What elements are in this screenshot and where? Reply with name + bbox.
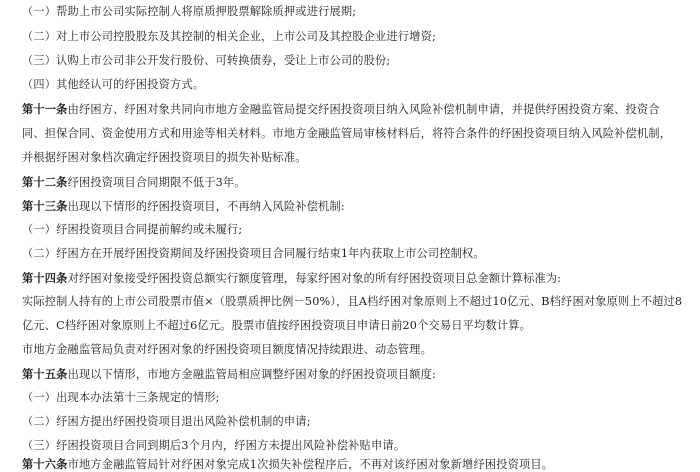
line-text: （二）纾困方在开展纾困投资期间及纾困投资项目合同履行结束1年内获取上市公司控制权。 bbox=[22, 247, 485, 260]
paragraph-line bbox=[22, 5, 356, 19]
article-label: 第十五条 bbox=[22, 367, 68, 381]
line-text: 纾困投资项目合同期限不低于3年。 bbox=[67, 176, 246, 189]
paragraph-line bbox=[22, 223, 242, 237]
line-text: 同、担保合同、资金使用方式和用途等相关材料。市地方金融监管局审核材料后，将符合条件的纾困投资项目纳入风险补偿机制， bbox=[22, 127, 672, 140]
line-text: 出现以下情形，市地方金融监管局相应调整纾困对象的纾困投资项目额度: bbox=[67, 368, 436, 381]
paragraph-line bbox=[22, 415, 311, 429]
article-heading-line bbox=[22, 175, 246, 190]
line-text: 由纾困方、纾困对象共同向市地方金融监管局提交纾困投资项目纳入风险补偿机制申请，并提供纾困投资方案、投资合 bbox=[67, 103, 660, 116]
line-text: 市地方金融监管局负责对纾困对象的纾困投资项目额度情况持续跟进、动态管理。 bbox=[22, 343, 432, 356]
paragraph-line bbox=[22, 295, 682, 309]
line-text: 出现以下情形的纾困投资项目，不再纳入风险补偿机制: bbox=[67, 200, 345, 213]
article-heading-line bbox=[22, 199, 345, 214]
line-text: （二）对上市公司控股股东及其控制的相关企业，上市公司及其控股企业进行增资; bbox=[22, 30, 436, 43]
article-label: 第十二条 bbox=[22, 175, 68, 189]
line-text: （一）出现本办法第十三条规定的情形; bbox=[22, 391, 220, 404]
paragraph-line bbox=[22, 30, 436, 44]
paragraph-line bbox=[22, 151, 307, 165]
article-heading-line bbox=[22, 367, 436, 382]
line-text: 亿元、C档纾困对象原则上不超过6亿元。股票市值按纾困投资项目申请日前20个交易日平均数计算。 bbox=[22, 319, 531, 332]
line-text: 并根据纾困对象档次确定纾困投资项目的损失补贴标准。 bbox=[22, 151, 307, 164]
paragraph-line bbox=[22, 319, 531, 333]
line-text: （三）认购上市公司非公开发行股份、可转换债券，受让上市公司的股份; bbox=[22, 54, 391, 67]
article-label: 第十三条 bbox=[22, 199, 68, 213]
article-label: 第十六条 bbox=[22, 457, 68, 471]
line-text: 市地方金融监管局针对纾困对象完成1次损失补偿程序后，不再对该纾困对象新增纾困投资项目。 bbox=[67, 458, 554, 471]
paragraph-line bbox=[22, 247, 485, 261]
paragraph-line bbox=[22, 343, 432, 357]
article-heading-line bbox=[22, 102, 660, 117]
paragraph-line bbox=[22, 78, 204, 92]
line-text: 实际控制人持有的上市公司股票市值×（股票质押比例－50%），且A档纾困对象原则上不超过10亿元、B档纾困对象原则上不超过8 bbox=[22, 295, 683, 308]
article-heading-line bbox=[22, 271, 561, 286]
line-text: （一）帮助上市公司实际控制人将原质押股票解除质押或进行展期; bbox=[22, 5, 357, 18]
article-label: 第十四条 bbox=[22, 271, 68, 285]
article-label: 第十一条 bbox=[22, 102, 68, 116]
line-text: （二）纾困方提出纾困投资项目退出风险补偿机制的申请; bbox=[22, 415, 311, 428]
line-text: （三）纾困投资项目合同到期后3个月内，纾困方未提出风险补偿补贴申请。 bbox=[22, 439, 406, 452]
line-text: 对纾困对象接受纾困投资总额实行额度管理，每家纾困对象的所有纾困投资项目总金额计算标准为: bbox=[67, 272, 562, 285]
line-text: （四）其他经认可的纾困投资方式。 bbox=[22, 78, 205, 91]
paragraph-line bbox=[22, 127, 671, 141]
paragraph-line bbox=[22, 439, 405, 453]
line-text: （一）纾困投资项目合同提前解约或未履行; bbox=[22, 223, 243, 236]
paragraph-line bbox=[22, 54, 390, 68]
paragraph-line bbox=[22, 391, 220, 405]
